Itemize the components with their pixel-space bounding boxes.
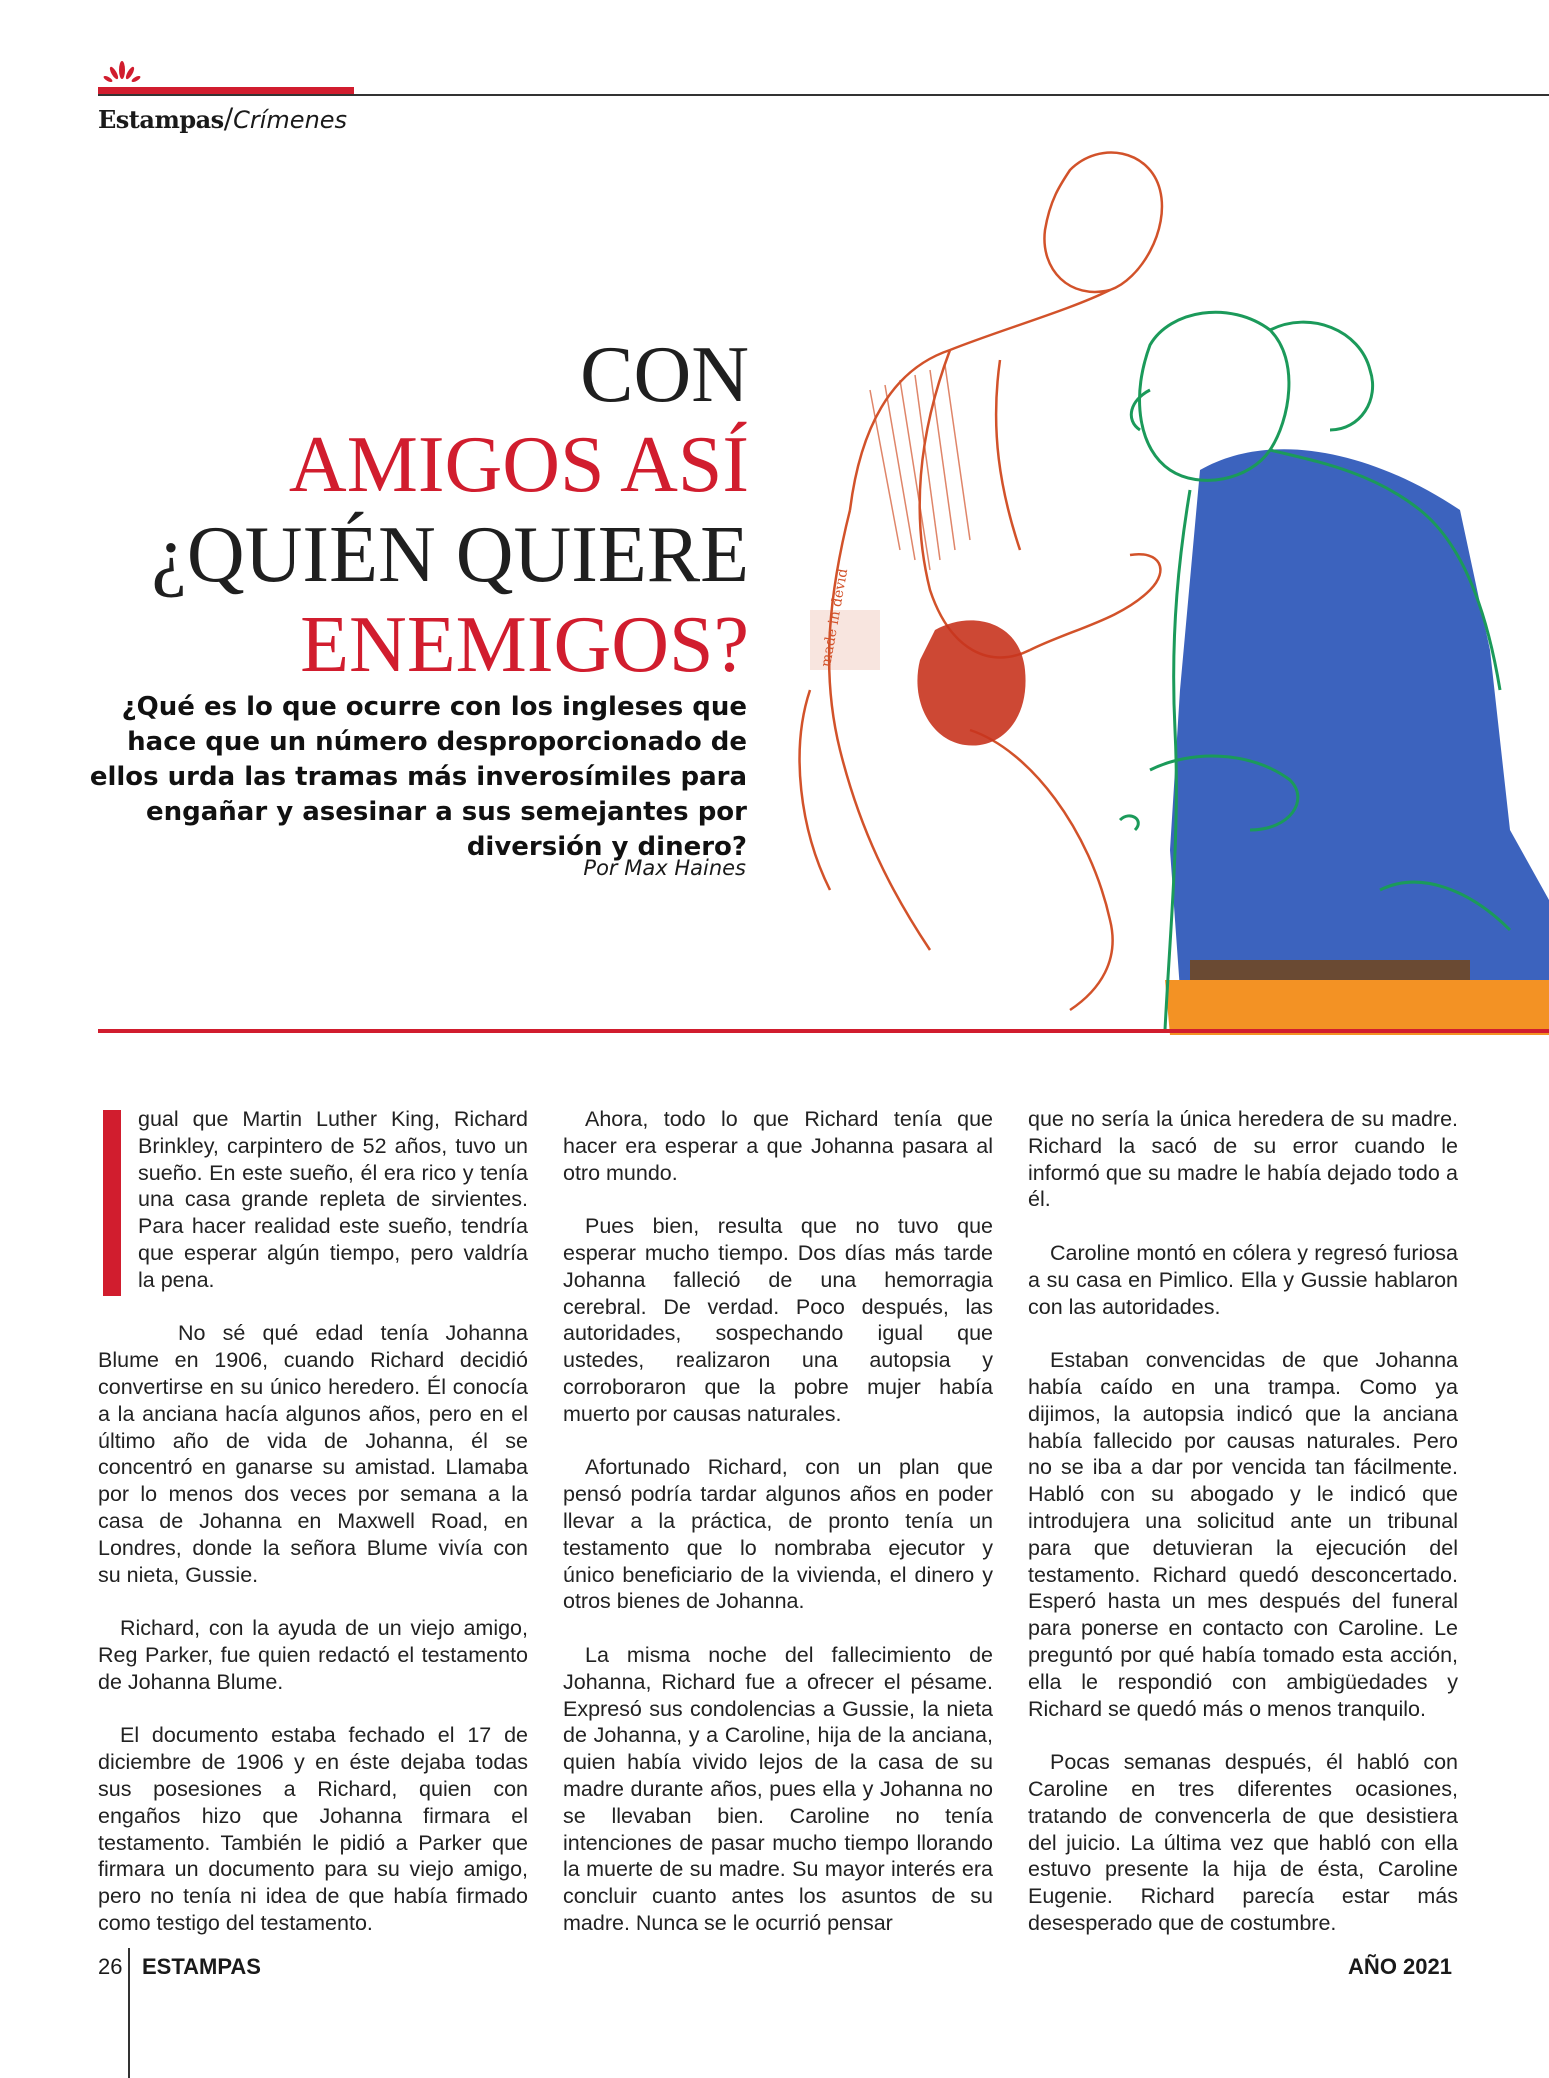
byline: Por Max Haines	[583, 856, 746, 880]
illustration-signature: made in devid	[818, 567, 852, 669]
body-column-2	[563, 1106, 993, 1964]
section-separator: /	[223, 102, 234, 135]
paragraph: que no sería la única heredera de su madre. Richard la sacó de su error cuando le informó que su madre le había dejado todo a él.	[1028, 1107, 1458, 1212]
paragraph: Estaban convencidas de que Johanna había caído en una trampa. Como ya dijimos, la autopsia indicó que la anciana había fallecido por causas naturales. Pero no se iba a dar por vencida tan fácilmente. Habló con su abogado y le indicó que introdujera una solicitud ante un tribunal para que detuvieran la ejecución del testamento. Richard quedó desconcertado. Esperó hasta un mes después del funeral para ponerse en contacto con Caroline. Le preguntó por qué había tomado esta acción, ella le respondió con ambigüedades y Richard se quedó más o menos tranquilo.	[1028, 1348, 1458, 1721]
header-rule	[98, 94, 1549, 96]
paragraph: Richard, con la ayuda de un viejo amigo, Reg Parker, fue quien redactó el testamento de Johanna Blume.	[98, 1616, 528, 1694]
paragraph: Afortunado Richard, con un plan que pensó podría tardar algunos años en poder llevar a la práctica, de pronto tenía un testamento que lo nombraba ejecutor y único beneficiario de la vivienda, el dinero y otros bienes de Johanna.	[563, 1455, 993, 1614]
section-label	[98, 102, 347, 135]
page-number: 26	[98, 1954, 123, 1979]
body-column-1	[98, 1106, 528, 1964]
flower-logo-icon	[102, 60, 142, 88]
paragraph: El documento estaba fechado el 17 de diciembre de 1906 y en éste dejaba todas sus posesiones a Richard, quien con engaños hizo que Johanna firmara el testamento. También le pidió a Parker que firmara un documento para su viejo amigo, pero no tenía ni idea de que había firmado como testigo del testamento.	[98, 1723, 528, 1935]
footer-divider	[128, 1948, 130, 2078]
title-line-4: ENEMIGOS?	[300, 601, 749, 689]
illustration	[770, 130, 1549, 1035]
title-line-3: ¿QUIÉN QUIERE	[151, 511, 749, 599]
paragraph: Pues bien, resulta que no tuvo que esperar mucho tiempo. Dos días más tarde Johanna falleció de una hemorragia cerebral. De verdad. Poco después, las autoridades, sospechando igual que ustedes, realizaron una autopsia y corroboraron que la pobre mujer había muerto por causas naturales.	[563, 1214, 993, 1426]
paragraph: La misma noche del fallecimiento de Johanna, Richard fue a ofrecer el pésame. Expresó sus condolencias a Gussie, la nieta de Johanna, y a Caroline, hija de la anciana, quien había vivido lejos de la casa de su madre durante años, pues ella y Johanna no se llevaban bien. Caroline no tenía intenciones de pasar mucho tiempo llorando la muerte de su madre. Su mayor interés era concluir cuanto antes los asuntos de su madre. Nunca se le ocurrió pensar	[563, 1642, 993, 1935]
paragraph: gual que Martin Luther King, Richard Brinkley, carpintero de 52 años, tuvo un sueño. En este sueño, él era rico y tenía una casa grande repleta de sirvientes. Para hacer realidad este sueño, tendría que esperar algún tiempo, pero valdría la pena.	[138, 1107, 528, 1292]
paragraph: Pocas semanas después, él habló con Caroline en tres diferentes ocasiones, tratando de convencerla de que desistiera del juicio. La última vez que habló con ella estuvo presente la hija de ésta, Caroline Eugenie. Richard parecía estar más desesperado que de costumbre.	[1028, 1750, 1458, 1935]
title-line-2: AMIGOS ASÍ	[288, 421, 749, 509]
section-name: Crímenes	[233, 106, 348, 134]
magazine-brand: Estampas	[98, 105, 224, 134]
paragraph: Caroline montó en cólera y regresó furiosa a su casa en Pimlico. Ella y Gussie hablaron con las autoridades.	[1028, 1240, 1458, 1319]
paragraph: No sé qué edad tenía Johanna Blume en 1906, cuando Richard decidió convertirse en su único heredero. Él conocía a la anciana hacía algunos años, pero en el último año de vida de Johanna, él se concentró en ganarse su amistad. Llamaba por lo menos dos veces por semana a la casa de Johanna en Maxwell Road, en Londres, donde la señora Blume vivía con su nieta, Gussie.	[98, 1321, 528, 1587]
section-divider	[98, 1029, 1549, 1033]
footer-year: AÑO 2021	[1348, 1954, 1452, 1979]
article-dek: ¿Qué es lo que ocurre con los ingleses que hace que un número desproporcionado de ellos urda las tramas más inverosímiles para engañar y asesinar a sus semejantes por diversión y dinero?	[89, 692, 747, 862]
paragraph: Ahora, todo lo que Richard tenía que hacer era esperar a que Johanna pasara al otro mundo.	[563, 1107, 993, 1185]
title-line-1: CON	[580, 331, 749, 419]
body-column-3	[1028, 1106, 1458, 1964]
footer-brand: ESTAMPAS	[142, 1954, 261, 1979]
header-accent-bar	[98, 87, 354, 94]
article-title	[151, 330, 749, 690]
